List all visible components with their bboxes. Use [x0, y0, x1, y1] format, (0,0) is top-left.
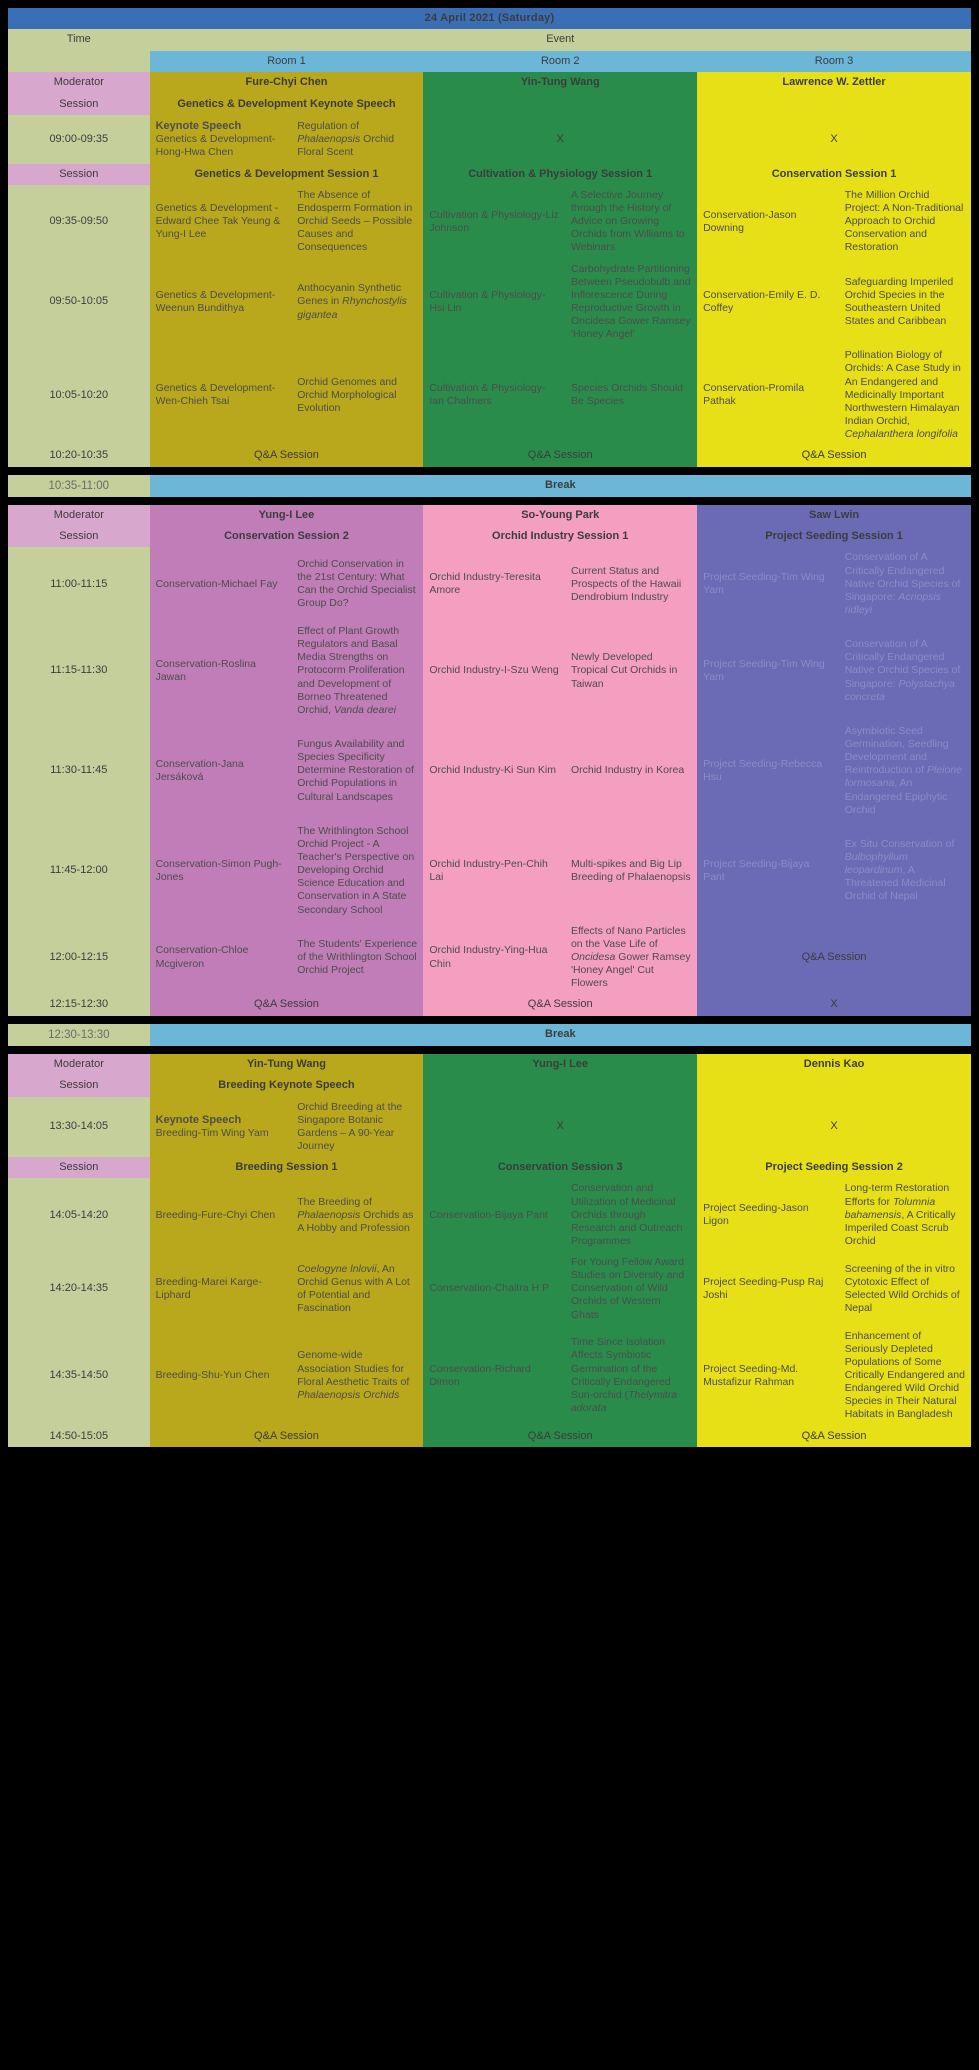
session-title-room1-b2: Conservation Session 2	[150, 526, 424, 547]
session-keynote-room1-b3: Breeding Keynote Speech	[150, 1075, 424, 1096]
talk-title	[565, 547, 697, 621]
moderator-room3-block3: Dennis Kao	[697, 1054, 971, 1075]
speaker-text: Conservation-Jason Downing	[703, 208, 797, 234]
title-text: Genome-wide Association Studies for Floral Aesthetic Traits of Phalaenopsis Orchids	[297, 1349, 410, 1401]
title-text: Orchid Genomes and Orchid Morphological Evolution	[297, 375, 397, 414]
time-cell: 09:35-09:50	[8, 185, 150, 259]
session-title-room3-b3: Project Seeding Session 2	[697, 1157, 971, 1178]
qa-row-1	[8, 445, 971, 466]
speaker-text: Breeding-Shu-Yun Chen	[155, 1369, 270, 1382]
break-label-1: Break	[150, 475, 971, 497]
talk-title	[839, 1252, 971, 1326]
title-text: Current Status and Prospects of the Hawaii Dendrobium Industry	[570, 564, 682, 603]
speaker-text: Conservation-Chloe Mcgiveron	[155, 944, 249, 970]
talk-title	[565, 1178, 697, 1252]
speaker-text: Conservation-Bijaya Pant	[429, 1208, 548, 1221]
speaker-text: Cultivation & Physiology-Liz Johnson	[429, 208, 559, 234]
speaker-text: Conservation-Simon Pugh-Jones	[155, 857, 282, 883]
talk-row	[8, 1252, 971, 1326]
moderator-room2-block3: Yung-I Lee	[423, 1054, 697, 1075]
title-text: The Absence of Endosperm Formation in Orchid Seeds – Possible Causes and Consequences	[297, 188, 413, 254]
speaker-text: Orchid Industry-I-Szu Weng	[429, 664, 559, 677]
talk-row	[8, 1178, 971, 1252]
keynote-room2-x-b3: X	[423, 1097, 697, 1158]
title-text: Conservation of A Critically Endangered Native Orchid Species of Singapore: Acriopsis ridleyi	[844, 551, 961, 616]
break-time-2: 12:30-13:30	[8, 1024, 150, 1046]
session-title-room2-b2: Orchid Industry Session 1	[423, 526, 697, 547]
keynote-title-text-1: Regulation of Phalaenopsis Orchid Floral Scent	[297, 119, 395, 158]
keynote-head-3: Keynote Speech	[155, 1114, 242, 1127]
speaker-text: Conservation-Emily E. D. Coffey	[703, 288, 821, 314]
talk-title	[291, 1326, 423, 1426]
session-row-keynote-3	[8, 1075, 971, 1096]
title-text: The Students' Experience of the Writhlington School Orchid Project	[297, 937, 418, 977]
talk-speaker	[697, 185, 839, 259]
break-row-1	[8, 475, 971, 497]
talk-speaker	[697, 1178, 839, 1252]
session-keynote-room2-b3	[423, 1075, 697, 1096]
talk-title	[291, 921, 423, 995]
keynote-room3-x-b3: X	[697, 1097, 971, 1158]
header-event: Event	[150, 29, 971, 50]
speaker-text: Breeding-Marei Karge-Liphard	[155, 1275, 262, 1301]
room-header-3: Room 3	[697, 51, 971, 72]
talk-title	[839, 821, 971, 921]
talk-row	[8, 345, 971, 445]
talk-speaker	[423, 547, 565, 621]
session-label-1: Session	[8, 94, 150, 115]
title-text: Long-term Restoration Efforts for Tolumnia bahamensis, A Critically Imperiled Coast Scrub Orchid	[844, 1182, 956, 1247]
time-qa-3: 14:50-15:05	[8, 1426, 150, 1447]
speaker-text: Cultivation & Physiology-Ian Chalmers	[429, 382, 546, 408]
qa-room1-b1: Q&A Session	[150, 445, 424, 466]
title-text: Fungus Availability and Species Specificity Determine Restoration of Orchid Populations in Cultural Landscapes	[297, 738, 414, 803]
session-title-room2-b3: Conservation Session 3	[423, 1157, 697, 1178]
qa-room2-b2: Q&A Session	[423, 994, 697, 1015]
talk-row	[8, 547, 971, 621]
talk-speaker	[150, 345, 292, 445]
time-keynote-1: 09:00-09:35	[8, 115, 150, 164]
speaker-text: Breeding-Fure-Chyi Chen	[155, 1208, 276, 1221]
talk-title	[839, 259, 971, 346]
break-time-1: 10:35-11:00	[8, 475, 150, 497]
keynote-speaker-room1	[150, 115, 292, 164]
title-text: Asymbiotic Seed Germination, Seedling Development and Reintroduction of Pleione formosana, An Endangered Epiphytic Orchid	[844, 724, 963, 816]
talk-speaker	[423, 821, 565, 921]
moderator-room3-block1: Lawrence W. Zettler	[697, 72, 971, 93]
keynote-room2-x: X	[423, 115, 697, 164]
talk-row	[8, 621, 971, 721]
separator	[8, 467, 971, 475]
talk-title	[839, 1326, 971, 1426]
session-row-3	[8, 1157, 971, 1178]
talk-title	[839, 185, 971, 259]
separator	[8, 1046, 971, 1054]
moderator-row-2	[8, 505, 971, 526]
talk-speaker	[150, 921, 292, 995]
talk-speaker	[697, 1252, 839, 1326]
talk-speaker	[150, 721, 292, 821]
time-cell: 11:00-11:15	[8, 547, 150, 621]
moderator-room3-block2: Saw Lwin	[697, 505, 971, 526]
speaker-text: Genetics & Development-Weenun Bundithya	[155, 288, 276, 314]
talk-speaker	[150, 185, 292, 259]
room-header-spacer	[8, 51, 150, 72]
session-title-room1-b1: Genetics & Development Session 1	[150, 164, 424, 185]
talk-title	[291, 1178, 423, 1252]
talk-speaker	[697, 721, 839, 821]
speaker-text: Genetics & Development - Edward Chee Tak Yeung & Yung-I Lee	[155, 202, 281, 241]
speaker-text: Conservation-Richard Dimon	[429, 1362, 531, 1388]
moderator-room1-block1: Fure-Chyi Chen	[150, 72, 424, 93]
title-text: Time Since Isolation Affects Symbiotic Germination of the Critically Endangered Sun-orchid (Thelymitra adorata	[570, 1336, 678, 1414]
moderator-label-2: Moderator	[8, 505, 150, 526]
session-row-1	[8, 164, 971, 185]
talk-title	[839, 721, 971, 821]
speaker-text: Orchid Industry-Ki Sun Kim	[429, 764, 556, 777]
talk-title	[565, 921, 697, 995]
title-text: The Million Orchid Project: A Non-Traditional Approach to Orchid Conservation and Restoration	[844, 188, 964, 254]
talk-title	[565, 721, 697, 821]
title-text: Safeguarding Imperiled Orchid Species in the Southeastern United States and Caribbean	[844, 275, 954, 328]
keynote-head-1: Keynote Speech	[155, 120, 242, 133]
title-text: Pollination Biology of Orchids: A Case Study in An Endangered and Medicinally Important Northwestern Himalayan Indian Orchid, Cephalanthera longifolia	[844, 349, 961, 441]
talk-row	[8, 921, 971, 995]
talk-row	[8, 259, 971, 346]
qa-room3-b3: Q&A Session	[697, 1426, 971, 1447]
speaker-text: Cultivation & Physiology-Hsi Lin	[429, 288, 546, 314]
talk-title	[565, 1326, 697, 1426]
talk-speaker	[150, 1326, 292, 1426]
talk-title	[565, 345, 697, 445]
keynote-title-text-3: Orchid Breeding at the Singapore Botanic Gardens – A 90-Year Journey	[297, 1100, 403, 1152]
talk-speaker	[423, 345, 565, 445]
talk-speaker	[150, 547, 292, 621]
title-text: Effect of Plant Growth Regulators and Basal Media Strengths on Protocorm Proliferation and Development of Borneo Threatened Orchid, Vanda dearei	[297, 625, 405, 716]
talk-speaker	[423, 921, 565, 995]
header-time: Time	[8, 29, 150, 50]
talk-speaker	[423, 185, 565, 259]
moderator-label-1: Moderator	[8, 72, 150, 93]
time-cell: 11:30-11:45	[8, 721, 150, 821]
break-label-2: Break	[150, 1024, 971, 1046]
moderator-room2-block2: So-Young Park	[423, 505, 697, 526]
session-label-2: Session	[8, 526, 150, 547]
title-text: Anthocyanin Synthetic Genes in Rhynchostylis gigantea	[297, 282, 407, 321]
session-label-3b: Session	[8, 1157, 150, 1178]
talk-title	[291, 259, 423, 346]
title-text: Conservation of A Critically Endangered Native Orchid Species of Singapore: Polystachya concreta	[844, 638, 961, 703]
keynote-room3-x: X	[697, 115, 971, 164]
room-header-2: Room 2	[423, 51, 697, 72]
talk-speaker	[697, 621, 839, 721]
keynote-speaker-room1-b3	[150, 1097, 292, 1158]
qa-room3-b2-x: X	[697, 994, 971, 1015]
keynote-row-3	[8, 1097, 971, 1158]
day-title: 24 April 2021 (Saturday)	[8, 8, 971, 29]
talk-title	[839, 1178, 971, 1252]
room-header-1: Room 1	[150, 51, 424, 72]
talk-title	[565, 821, 697, 921]
title-text: For Young Fellow Award Studies on Diversity and Conservation of Wild Orchids of Western Ghats	[570, 1256, 685, 1321]
talk-speaker	[423, 1178, 565, 1252]
talk-speaker	[150, 259, 292, 346]
session-keynote-room3	[697, 94, 971, 115]
talk-speaker	[423, 1326, 565, 1426]
session-title-room3-b2: Project Seeding Session 1	[697, 526, 971, 547]
time-qa-2: 12:15-12:30	[8, 994, 150, 1015]
talk-speaker	[150, 1178, 292, 1252]
talk-row	[8, 185, 971, 259]
title-text: Multi-spikes and Big Lip Breeding of Phalaenopsis	[570, 857, 691, 883]
speaker-text: Project Seeding-Tim Wing Yam	[703, 571, 825, 597]
talk-speaker	[697, 345, 839, 445]
keynote-row-1	[8, 115, 971, 164]
talk-speaker	[697, 259, 839, 346]
session-keynote-room2	[423, 94, 697, 115]
talk-speaker	[697, 1326, 839, 1426]
session-keynote-room3-b3	[697, 1075, 971, 1096]
time-cell: 10:05-10:20	[8, 345, 150, 445]
separator	[8, 497, 971, 505]
moderator-row-3	[8, 1054, 971, 1075]
speaker-text: Conservation-Michael Fay	[155, 577, 278, 590]
speaker-text: Project Seeding-Pusp Raj Joshi	[703, 1275, 824, 1301]
qa-room3-b1: Q&A Session	[697, 445, 971, 466]
speaker-text: Conservation-Jana Jersáková	[155, 757, 244, 783]
time-cell: 12:00-12:15	[8, 921, 150, 995]
speaker-text: Project Seeding-Tim Wing Yam	[703, 657, 825, 684]
speaker-text: Project Seeding-Bijaya Pant	[703, 857, 810, 883]
talk-speaker	[150, 821, 292, 921]
session-row-2	[8, 526, 971, 547]
title-text: A Selective Journey through the History of Advice on Growing Orchids from Williams to Webinars	[570, 188, 685, 254]
talk-title	[291, 185, 423, 259]
talk-title	[565, 259, 697, 346]
speaker-text: Project Seeding-Md. Mustafizur Rahman	[703, 1362, 799, 1388]
title-text: Screening of the in vitro Cytotoxic Effect of Selected Wild Orchids of Nepal	[844, 1262, 960, 1315]
speaker-text: Genetics & Development-Wen-Chieh Tsai	[155, 382, 276, 408]
talk-title	[291, 547, 423, 621]
talk-title	[839, 547, 971, 621]
session-label-1b: Session	[8, 164, 150, 185]
session-label-3: Session	[8, 1075, 150, 1096]
talk-speaker	[150, 1252, 292, 1326]
talk-speaker	[423, 1252, 565, 1326]
title-text: Effects of Nano Particles on the Vase Life of Oncidesa Gower Ramsey 'Honey Angel' Cut Flowers	[570, 924, 691, 990]
speaker-text: Project Seeding-Rebecca Hsu	[703, 757, 823, 783]
title-text: The Breeding of Phalaenopsis Orchids as A Hobby and Profession	[297, 1195, 414, 1234]
time-cell: 14:35-14:50	[8, 1326, 150, 1426]
moderator-room1-block3: Yin-Tung Wang	[150, 1054, 424, 1075]
talk-speaker	[423, 721, 565, 821]
talk-speaker	[150, 621, 292, 721]
session-title-room3-b1: Conservation Session 1	[697, 164, 971, 185]
qa-row-2	[8, 994, 971, 1015]
break-row-2	[8, 1024, 971, 1046]
talk-title	[291, 621, 423, 721]
session-title-room1-b3: Breeding Session 1	[150, 1157, 424, 1178]
speaker-text: Conservation-Promila Pathak	[703, 382, 805, 408]
qa-row-3	[8, 1426, 971, 1447]
title-text: Orchid Conservation in the 21st Century: What Can the Orchid Specialist Group Do?	[297, 558, 416, 610]
talk-title	[291, 721, 423, 821]
title-text: The Writhlington School Orchid Project - A Teacher's Perspective on Developing Orchid Science Education and Conservation in A State Secondary School	[297, 824, 415, 916]
time-keynote-3: 13:30-14:05	[8, 1097, 150, 1158]
time-cell: 09:50-10:05	[8, 259, 150, 346]
talk-title	[291, 345, 423, 445]
talk-speaker	[423, 621, 565, 721]
talk-row	[8, 1326, 971, 1426]
keynote-title-room1-b3	[291, 1097, 423, 1158]
session-keynote-room1: Genetics & Development Keynote Speech	[150, 94, 424, 115]
moderator-row-1	[8, 72, 971, 93]
title-text: Newly Developed Tropical Cut Orchids in Taiwan	[570, 651, 678, 690]
keynote-title-room1	[291, 115, 423, 164]
time-qa-1: 10:20-10:35	[8, 445, 150, 466]
talk-row	[8, 821, 971, 921]
speaker-text: Project Seeding-Jason Ligon	[703, 1202, 809, 1228]
title-text: Coelogyne lnlovii, An Orchid Genus with A Lot of Potential and Fascination	[297, 1262, 410, 1315]
speaker-text: Conservation-Chaitra H P	[429, 1282, 549, 1295]
title-text: Carbohydrate Partitioning Between Pseudobulb and Inflorescence During Reproductive Growth in Oncidesa Gower Ramsey 'Honey Angel'	[570, 262, 691, 341]
qa-room1-b2: Q&A Session	[150, 994, 424, 1015]
talk-speaker	[423, 259, 565, 346]
title-text: Ex Situ Conservation of Bulbophyllum leopardinum, A Threatened Medicinal Orchid of Nepal	[844, 837, 955, 903]
speaker-text: Orchid Industry-Ying-Hua Chin	[429, 944, 548, 970]
talk-title	[291, 1252, 423, 1326]
talk-title	[565, 185, 697, 259]
talk-title	[839, 621, 971, 721]
speaker-text: Orchid Industry-Teresita Amore	[429, 571, 541, 597]
qa-room3-b2-early: Q&A Session	[697, 921, 971, 995]
session-title-room2-b1: Cultivation & Physiology Session 1	[423, 164, 697, 185]
moderator-room2-block1: Yin-Tung Wang	[423, 72, 697, 93]
time-cell: 14:05-14:20	[8, 1178, 150, 1252]
qa-room2-b1: Q&A Session	[423, 445, 697, 466]
keynote-speaker-name-1: Genetics & Development- Hong-Hwa Chen	[155, 133, 276, 159]
schedule-table	[8, 8, 971, 1447]
title-text: Enhancement of Seriously Depleted Populations of Some Critically Endangered and Endangered Wild Orchid Species in Their Natural Habitats in Bangladesh	[844, 1329, 965, 1421]
header-row	[8, 29, 971, 50]
talk-title	[565, 621, 697, 721]
talk-speaker	[697, 821, 839, 921]
title-text: Species Orchids Should Be Species	[570, 382, 683, 408]
moderator-room1-block2: Yung-I Lee	[150, 505, 424, 526]
separator	[8, 1016, 971, 1024]
session-row-keynote-1	[8, 94, 971, 115]
speaker-text: Conservation-Roslina Jawan	[155, 657, 256, 684]
title-text: Orchid Industry in Korea	[570, 764, 685, 777]
talk-title	[839, 345, 971, 445]
time-cell: 11:45-12:00	[8, 821, 150, 921]
talk-title	[565, 1252, 697, 1326]
room-header-row	[8, 51, 971, 72]
speaker-text: Orchid Industry-Pen-Chih Lai	[429, 857, 548, 883]
moderator-label-3: Moderator	[8, 1054, 150, 1075]
talk-title	[291, 821, 423, 921]
talk-speaker	[697, 547, 839, 621]
title-text: Conservation and Utilization of Medicinal Orchids through Research and Outreach Programmes	[570, 1182, 683, 1247]
time-cell: 14:20-14:35	[8, 1252, 150, 1326]
time-cell: 11:15-11:30	[8, 621, 150, 721]
talk-row	[8, 721, 971, 821]
keynote-speaker-name-3: Breeding-Tim Wing Yam	[155, 1127, 269, 1140]
day-title-row	[8, 8, 971, 29]
qa-room2-b3: Q&A Session	[423, 1426, 697, 1447]
qa-room1-b3: Q&A Session	[150, 1426, 424, 1447]
